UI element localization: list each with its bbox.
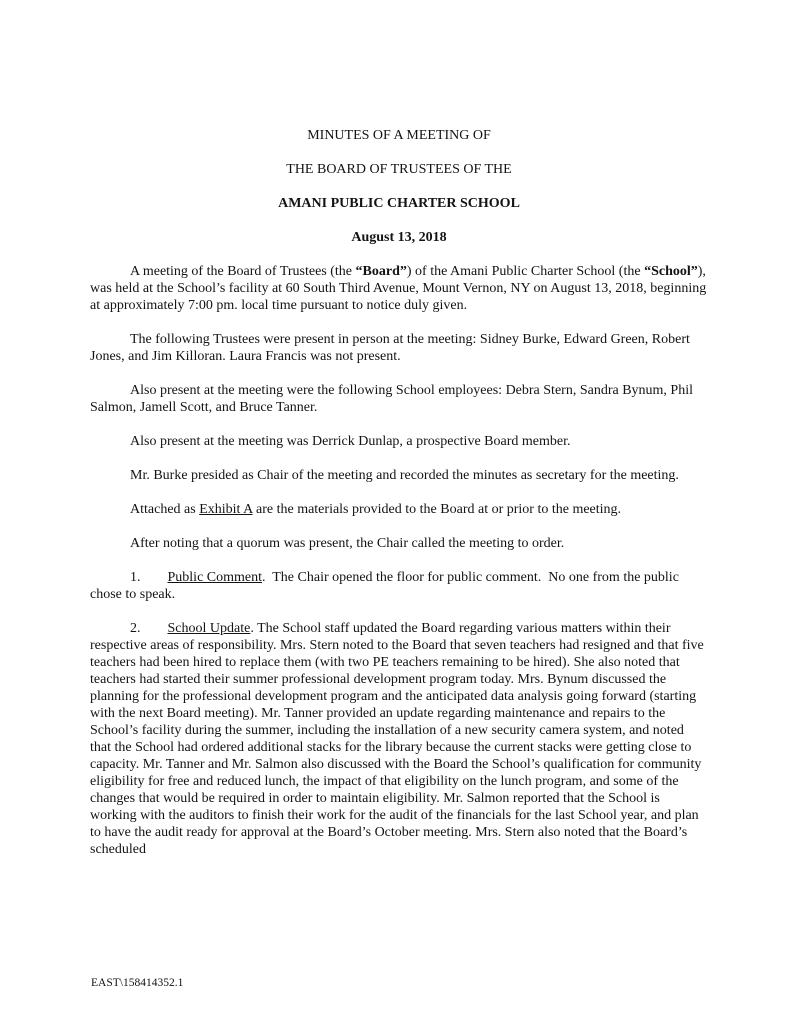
text-segment: ), was held at the School’s facility at 60 South Third Avenue, Mount Vernon, NY on August 13, 2018, beginning at approximately 7:00 pm. local time pursuant to notice duly given.: [90, 264, 710, 313]
section-number: 1.: [130, 570, 141, 585]
text-segment: A meeting of the Board of Trustees (the: [130, 264, 356, 279]
section-title-public-comment: Public Comment: [167, 570, 262, 585]
paragraph-chair-presided: Mr. Burke presided as Chair of the meeting and recorded the minutes as secretary for the meeting.: [130, 468, 679, 483]
paragraph-employees-present: Also present at the meeting were the following School employees: Debra Stern, Sandra Bynum, Phil Salmon, Jamell Scott, and Bruce Tanner.: [90, 383, 697, 415]
section-text: . The School staff updated the Board regarding various matters within their respective areas of responsibility. Mrs. Stern noted to the Board that seven teachers had resigned and that five teachers had been hired to replace them (with two PE teachers remaining to be hired). She also noted that teachers had started their summer professional development program today. Mrs. Bynum discussed the planning for the professional development program and the anticipated data analysis going forward (starting with the next Board meeting). Mr. Tanner provided an update regarding maintenance and repairs to the School’s facility during the summer, including the installation of a new security camera system, and noted that the School had ordered additional stacks for the library because the current stacks were getting close to capacity. Mr. Tanner and Mr. Salmon also discussed with the Board the School’s qualification for community eligibility for free and reduced lunch, the impact of that eligibility on the lunch program, and some of the changes that would be required in order to maintain eligibility. Mr. Salmon reported that the School is working with the auditors to finish their work for the audit of the financials for the last School year, and plan to have the audit ready for approval at the Board’s October meeting. Mrs. Stern also noted that the Board’s scheduled: [90, 621, 708, 857]
section-title-school-update: School Update: [167, 621, 251, 636]
document-footer: [91, 977, 183, 989]
title-line-board: THE BOARD OF TRUSTEES OF THE: [286, 162, 512, 177]
text-segment: Attached as: [130, 502, 200, 517]
section-text: . The Chair opened the floor for public comment. No one from the public chose to speak.: [90, 570, 683, 602]
defined-term-board: “Board”: [355, 264, 407, 279]
paragraph-prospective-member: Also present at the meeting was Derrick Dunlap, a prospective Board member.: [130, 434, 571, 449]
exhibit-a-reference: Exhibit A: [199, 502, 253, 517]
text-segment: ) of the Amani Public Charter School (the: [406, 264, 645, 279]
paragraph-meeting-held: [90, 263, 708, 314]
paragraph-quorum: After noting that a quorum was present, the Chair called the meeting to order.: [130, 536, 565, 551]
paragraph-trustees-present: The following Trustees were present in person at the meeting: Sidney Burke, Edward Green, Robert Jones, and Jim Killoran. Laura Francis was not present.: [90, 332, 694, 364]
section-number: 2.: [130, 621, 141, 636]
defined-term-school: “School”: [644, 264, 698, 279]
title-line-minutes: MINUTES OF A MEETING OF: [307, 128, 491, 143]
section-school-update: [90, 620, 708, 858]
title-line-school-name: AMANI PUBLIC CHARTER SCHOOL: [278, 196, 520, 211]
text-segment: are the materials provided to the Board at or prior to the meeting.: [252, 502, 622, 517]
section-public-comment: [90, 569, 708, 603]
title-line-date: August 13, 2018: [351, 230, 447, 245]
paragraph-exhibit: [90, 501, 708, 518]
document-id: EAST\158414352.1: [91, 977, 184, 989]
document-content: [90, 127, 708, 875]
